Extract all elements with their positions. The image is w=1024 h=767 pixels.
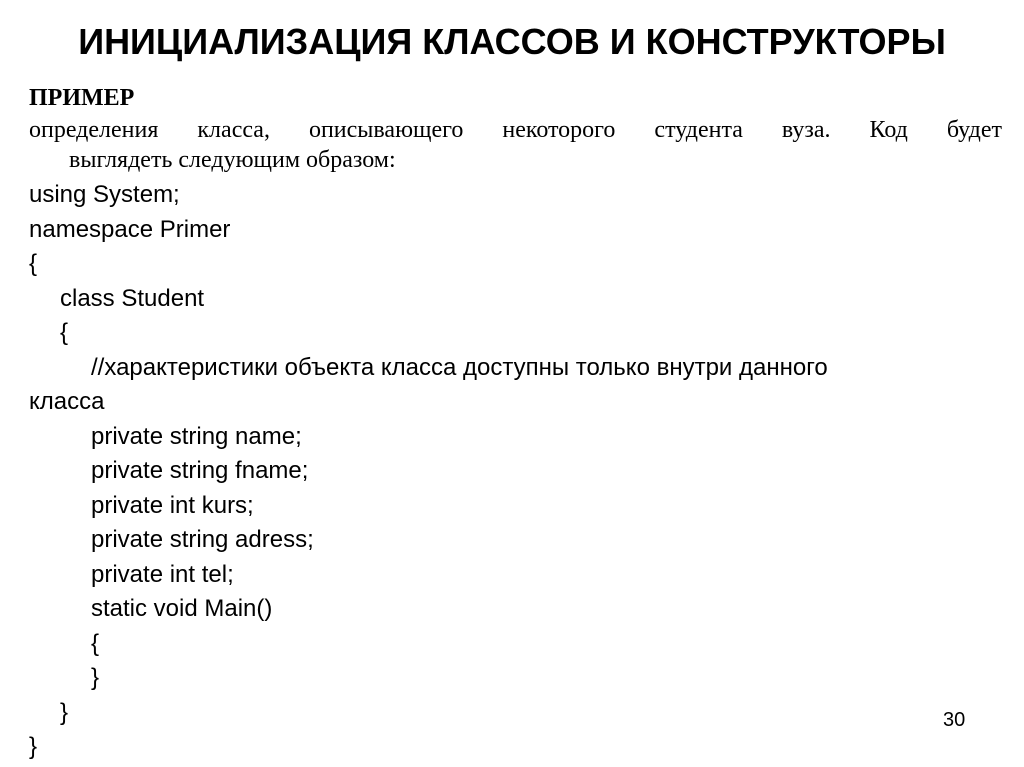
code-line: { [29,250,38,277]
page-number: 30 [943,709,966,731]
intro-paragraph [29,115,1002,175]
code-line: private string name; [91,422,302,450]
code-line: namespace Primer [29,215,231,243]
code-line: //характеристики объекта класса доступны только внутри данного [91,353,828,381]
code-line: private int kurs; [91,491,254,519]
intro-line: выглядеть следующим образом: [69,147,396,173]
code-line: } [60,698,69,726]
code-line: using System; [29,181,180,208]
intro-line: определения класса, описывающего некоторого студента вуза. Код будет [29,117,1002,143]
code-line: private string fname; [91,457,309,484]
code-line: } [91,664,100,691]
code-block [29,178,1009,765]
code-line: { [91,629,100,657]
code-line: private int tel; [91,560,234,588]
code-line: класса [29,388,105,415]
page-title: ИНИЦИАЛИЗАЦИЯ КЛАССОВ И КОНСТРУКТОРЫ [78,21,946,62]
code-line: private string adress; [91,526,314,553]
code-line: class Student [60,284,205,312]
code-line: static void Main() [91,595,273,622]
code-line: { [60,319,69,346]
code-line: } [29,733,38,760]
example-heading: ПРИМЕР [29,85,135,111]
